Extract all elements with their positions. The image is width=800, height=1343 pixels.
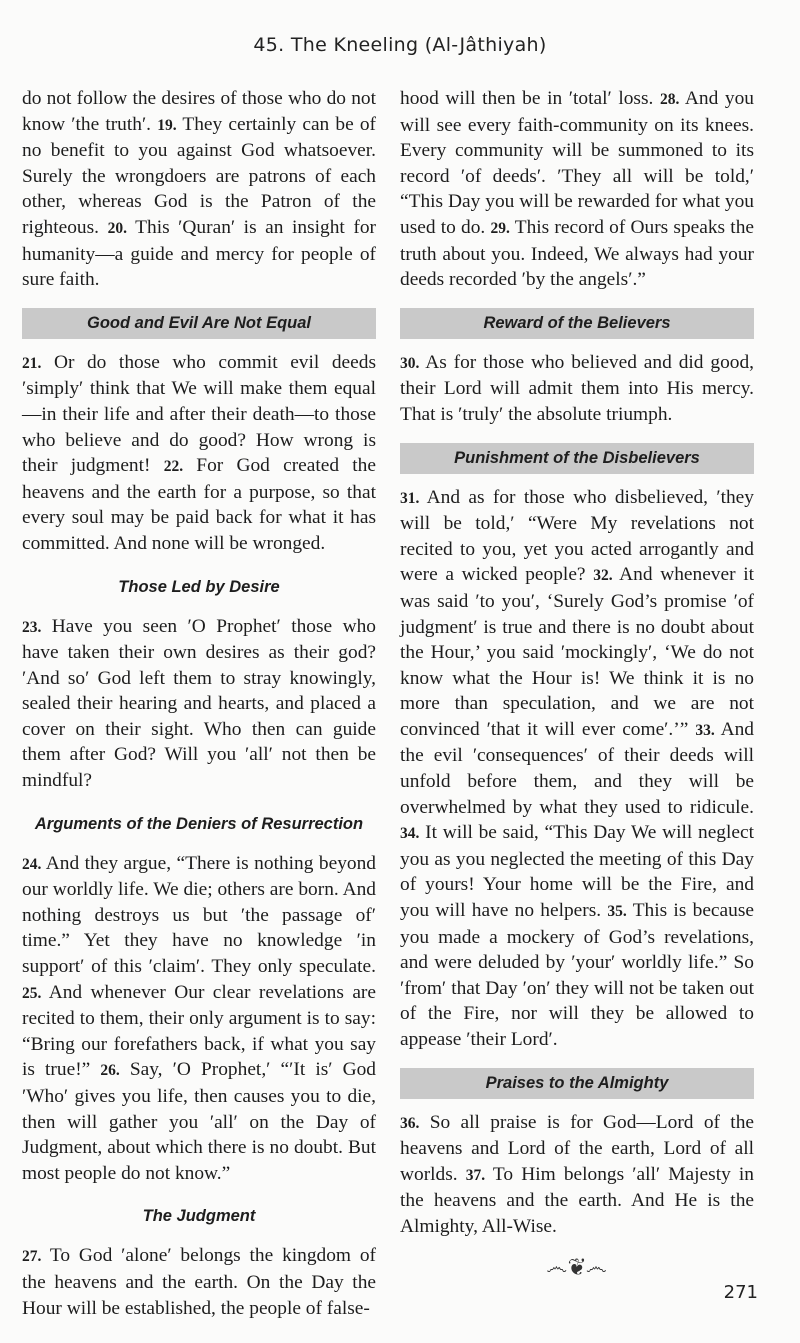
verse-number: 32. bbox=[593, 567, 613, 585]
verse-number: 27. bbox=[22, 1248, 42, 1266]
verse-number: 25. bbox=[22, 984, 42, 1002]
running-header: 45. The Kneeling (Al-Jâthiyah) bbox=[253, 34, 547, 56]
verse-number: 31. bbox=[400, 489, 420, 507]
verse-number: 33. bbox=[695, 721, 715, 739]
section-heading-the-judgment: The Judgment bbox=[142, 1207, 256, 1226]
paragraph-verses-36-37: 36. So all praise is for God—Lord of the heavens and Lord of the earth, Lord of all worlds. 37. To Him belongs ʹallʹ Majesty in the heavens and the earth. And He is the Almighty, All-Wise. bbox=[400, 1111, 754, 1237]
verse-number: 29. bbox=[490, 219, 510, 237]
verse-number: 22. bbox=[163, 458, 184, 476]
paragraph-verses-21-22: 21. Or do those who commit evil deeds ʹsimplyʹ think that We will make them equal—in their life and after their death—to those who believe and do good? How wrong is their judgment! 22. For God created the heavens and the earth for a purpose, so that every soul may be paid back for what it has committed. And none will be wronged. bbox=[22, 351, 376, 554]
verse-number: 37. bbox=[465, 1166, 486, 1184]
paragraph-verses-31-35: 31. And as for those who disbelieved, ʹthey will be told,ʹ “Were My revelations not recited to you, yet you acted arrogantly and were a wicked people? 32. And whenever it was said ʹto youʹ, ‘Surely God’s promise ʹof judgmentʹ is true and there is no doubt about the Hour,’ you said ʹmockinglyʹ, ‘We do not know what the Hour is! We think it is no more than speculation, and we are not convinced ʹthat it will ever comeʹ.’” 33. And the evil ʹconsequencesʹ of their deeds will unfold before them, and they will be overwhelmed by what they used to ridicule. 34. It will be said, “This Day We will neglect you as you neglected the meeting of this Day of yours! Your home will be the Fire, and you will have no helpers. 35. This is because you made a mockery of God’s revelations, and were deluded by ʹyourʹ worldly life.” So ʹfromʹ that Day ʹonʹ they will not be taken out of the Fire, nor will they be allowed to appease ʹtheir Lordʹ. bbox=[400, 486, 755, 1050]
verse-number: 24. bbox=[22, 855, 42, 873]
verse-number: 28. bbox=[659, 91, 680, 108]
section-heading-led-by-desire: Those Led by Desire bbox=[118, 577, 280, 596]
section-heading-good-and-evil: Good and Evil Are Not Equal bbox=[22, 308, 376, 339]
paragraph-verses-27-29: hood will then be in ʹtotalʹ loss. 28. And you will see every faith-community on its knees. Every community will be summoned to its record ʹof deedsʹ. ʹThey all will be told,ʹ “This Day you will be rewarded for what you used to do. 29. This record of Ours speaks the truth about you. Indeed, We always had your deeds recorded ʹby the angelsʹ.” bbox=[400, 88, 754, 291]
page-number: 271 bbox=[723, 1282, 758, 1303]
verse-number: 26. bbox=[100, 1062, 120, 1080]
verse-number: 30. bbox=[400, 354, 420, 372]
paragraph-verse-30: 30. As for those who believed and did good, their Lord will admit them into His mercy. That is ʹtrulyʹ the absolute triumph. bbox=[400, 351, 754, 425]
section-heading-praises-to-almighty: Praises to the Almighty bbox=[400, 1068, 754, 1099]
paragraph-verse-23: 23. Have you seen ʹO Prophetʹ those who have taken their own desires as their god? ʹAnd soʹ God left them to stray knowingly, sealed their hearing and hearts, and placed a cover on their sight. Who then can guide them after God? Will you ʹallʹ not then be mindful? bbox=[22, 615, 376, 792]
section-heading-arguments-of-deniers: Arguments of the Deniers of Resurrection bbox=[34, 814, 364, 833]
verse-number: 36. bbox=[400, 1114, 420, 1132]
verse-number: 19. bbox=[157, 116, 177, 134]
section-heading-reward-of-believers: Reward of the Believers bbox=[400, 308, 754, 339]
verse-number: 21. bbox=[22, 354, 42, 372]
paragraph-verse-27: 27. To God ʹaloneʹ belongs the kingdom of the heavens and the earth. On the Day the Hour will be established, the people of false- bbox=[22, 1245, 376, 1319]
section-heading-punishment-of-disbelievers: Punishment of the Disbelievers bbox=[400, 443, 754, 474]
right-column bbox=[400, 86, 754, 1280]
verse-number: 34. bbox=[400, 825, 420, 843]
verse-number: 23. bbox=[22, 618, 42, 636]
paragraph-verses-18-20: do not follow the desires of those who do not know ʹthe truthʹ. 19. They certainly can be of no benefit to you against God whatsoever. Surely the wrongdoers are patrons of each other, whereas God is the Patron of the righteous. 20. This ʹQuranʹ is an insight for humanity—a guide and mercy for people of sure faith. bbox=[22, 88, 376, 291]
verse-number: 20. bbox=[107, 219, 127, 237]
paragraph-verses-24-26: 24. And they argue, “There is nothing beyond our worldly life. We die; others are born. And nothing destroys us but ʹthe passage ofʹ time.” Yet they have no knowledge ʹin supportʹ of this ʹclaimʹ. They only speculate. 25. And whenever Our clear revelations are recited to them, their only argument is to say: “Bring our forefathers back, if what you say is true!” 26. Say, ʹO Prophet,ʹ “ʹIt isʹ God ʹWhoʹ gives you life, then causes you to die, then will gather you ʹallʹ on the Day of Judgment, about which there is no doubt. But most people do not know.” bbox=[22, 852, 376, 1184]
verse-number: 35. bbox=[607, 903, 627, 921]
left-column bbox=[22, 86, 376, 1321]
end-ornament: ෴❦෴ bbox=[546, 1253, 608, 1279]
